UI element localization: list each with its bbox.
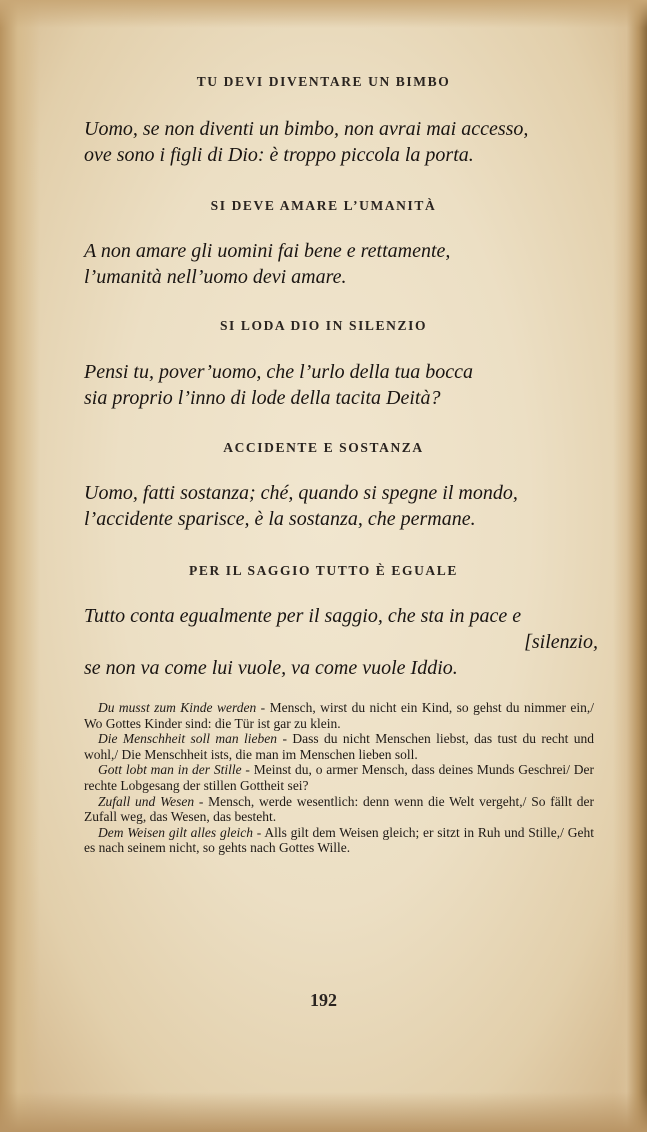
note-text: Alls gilt dem Weisen gleich; er sitzt in Ruh und Stille,/ Geht es nach seinem nicht, so gehts nach Gottes Wille. [84,824,594,856]
verse-line: Pensi tu, pover’uomo, che l’urlo della tua bocca [84,361,473,383]
section-heading: TU DEVI DIVENTARE UN BIMBO [196,74,451,89]
page-number: 192 [310,990,337,1010]
verse-line: Tutto conta egualmente per il saggio, che sta in pace e [84,605,522,627]
verse-line: l’umanità nell’uomo devi amare. [84,266,347,288]
verse-line: se non va come lui vuole, va come vuole Iddio. [84,657,458,679]
verse [84,603,604,681]
note: Gott lobt man in der Stille - Meinst du, o armer Mensch, dass deines Munds Geschrei/ Der rechte Lobgesang der stillen Gottheit sei? [84,762,594,793]
note-text: Mensch, wirst du nicht ein Kind, so gehst du nimmer ein,/ Wo Gottes Kinder sind: die Tür ist gar zu klein. [84,700,594,731]
verse [84,359,604,411]
note-title: Zufall und Wesen [98,793,195,809]
section-heading: SI DEVE AMARE L’UMANITÀ [210,198,437,213]
verse [84,480,604,532]
note: Die Menschheit soll man lieben - Dass du nicht Menschen liebst, das tust du recht und wohl,/ Die Menschheit ists, die man im Menschen lieben soll. [84,731,594,762]
note-title: Die Menschheit soll man lieben [98,731,278,747]
note: Dem Weisen gilt alles gleich - Alls gilt dem Weisen gleich; er sitzt in Ruh und Stille,/ Geht es nach seinem nicht, so gehts nach Gottes Wille. [84,824,594,856]
verse-line: l’accidente sparisce, è la sostanza, che permane. [84,508,476,530]
note-text: Mensch, werde wesentlich: denn wenn die Welt vergeht,/ So fällt der Zufall weg, das Wesen, das besteht. [84,793,595,825]
section-heading: ACCIDENTE E SOSTANZA [223,440,424,455]
note-title: Gott lobt man in der Stille [98,762,242,778]
verse [84,238,604,290]
note-text: Meinst du, o armer Mensch, dass deines Munds Geschrei/ Der rechte Lobgesang der stillen Gottheit sei? [84,762,594,793]
verse-line: A non amare gli uomini fai bene e rettamente, [84,240,451,262]
note-title: Dem Weisen gilt alles gleich [98,824,253,840]
section-heading: SI LODA DIO IN SILENZIO [219,318,428,333]
original-text-notes [84,700,594,856]
note: Zufall und Wesen - Mensch, werde wesentlich: denn wenn die Welt vergeht,/ So fällt der Zufall weg, das Wesen, das besteht. [84,793,595,825]
verse [84,116,604,168]
verse-line: Uomo, fatti sostanza; ché, quando si spegne il mondo, [84,482,518,504]
verse-line-continuation: [silenzio, [524,631,598,653]
verse-line: ove sono i figli di Dio: è troppo piccola la porta. [84,144,474,166]
verse-line: Uomo, se non diventi un bimbo, non avrai mai accesso, [84,118,529,140]
verse-line: sia proprio l’inno di lode della tacita Deità? [84,387,441,409]
note-text: Dass du nicht Menschen liebst, das tust du recht und wohl,/ Die Menschheit ists, die man im Menschen lieben soll. [84,731,594,762]
note-title: Du musst zum Kinde werden [98,700,257,715]
note: Du musst zum Kinde werden - Mensch, wirst du nicht ein Kind, so gehst du nimmer ein,/ Wo Gottes Kinder sind: die Tür ist gar zu klein. [84,700,594,731]
section-heading: PER IL SAGGIO TUTTO È EGUALE [189,563,458,578]
